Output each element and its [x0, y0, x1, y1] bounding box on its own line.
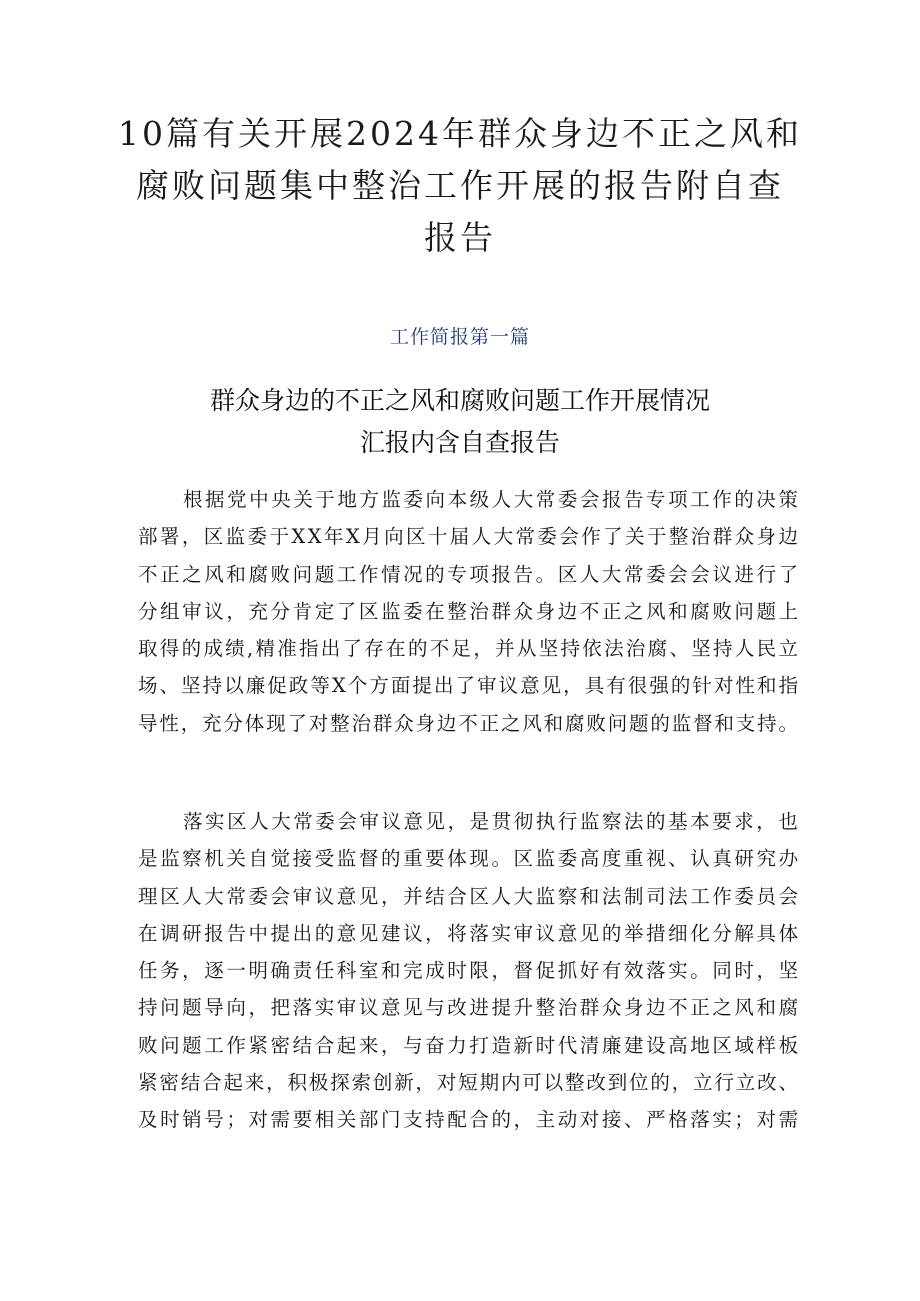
paragraph-line: 败问题工作紧密结合起来，与奋力打造新时代清廉建设高地区域样板 [138, 1033, 801, 1057]
document-title-line: 腐败问题集中整治工作开展的报告附自查 [136, 166, 784, 205]
paragraph-line: 导性，充分体现了对整治群众身边不正之风和腐败问题的监督和支持。 [138, 711, 800, 735]
paragraph-line: 是监察机关自觉接受监督的重要体现。区监委高度重视、认真研究办 [138, 847, 801, 871]
section-label: 工作简报第一篇 [389, 326, 530, 348]
document-title-line: 报告 [424, 218, 496, 257]
paragraph-line: 分组审议，充分肯定了区监委在整治群众身边不正之风和腐败问题上 [138, 599, 801, 623]
body-paragraph [138, 481, 801, 742]
report-heading-line: 群众身边的不正之风和腐败问题工作开展情况 [209, 386, 710, 415]
report-heading-line: 汇报内含自查报告 [359, 428, 560, 457]
paragraph-line: 取得的成绩,精准指出了存在的不足，并从坚持依法治腐、坚持人民立 [138, 637, 801, 661]
document-title [100, 108, 820, 264]
paragraph-line: 理区人大常委会审议意见，并结合区人大监察和法制司法工作委员会 [138, 884, 801, 908]
paragraph-line: 任务，逐一明确责任科室和完成时限，督促抓好有效落实。同时，坚 [138, 959, 801, 983]
report-heading [100, 380, 820, 464]
paragraph-line: 在调研报告中提出的意见建议，将落实审议意见的举措细化分解具体 [138, 921, 801, 945]
document-title-line: 10篇有关开展2024年群众身边不正之风和 [118, 114, 802, 153]
paragraph-line: 持问题导向，把落实审议意见与改进提升整治群众身边不正之风和腐 [138, 996, 801, 1020]
body-paragraph [138, 803, 801, 1139]
paragraph-line: 及时销号；对需要相关部门支持配合的，主动对接、严格落实；对需 [138, 1108, 801, 1132]
paragraph-line: 落实区人大常委会审议意见，是贯彻执行监察法的基本要求，也 [183, 810, 801, 833]
paragraph-line: 不正之风和腐败问题工作情况的专项报告。区人大常委会会议进行了 [138, 562, 801, 586]
paragraph-line: 场、坚持以廉促政等X个方面提出了审议意见，具有很强的针对性和指 [138, 674, 801, 698]
paragraph-line: 部署，区监委于XX年X月向区十届人大常委会作了关于整治群众身边 [138, 525, 801, 549]
paragraph-line: 根据党中央关于地方监委向本级人大常委会报告专项工作的决策 [183, 488, 801, 511]
paragraph-line: 紧密结合起来，积极探索创新，对短期内可以整改到位的，立行立改、 [138, 1071, 800, 1095]
